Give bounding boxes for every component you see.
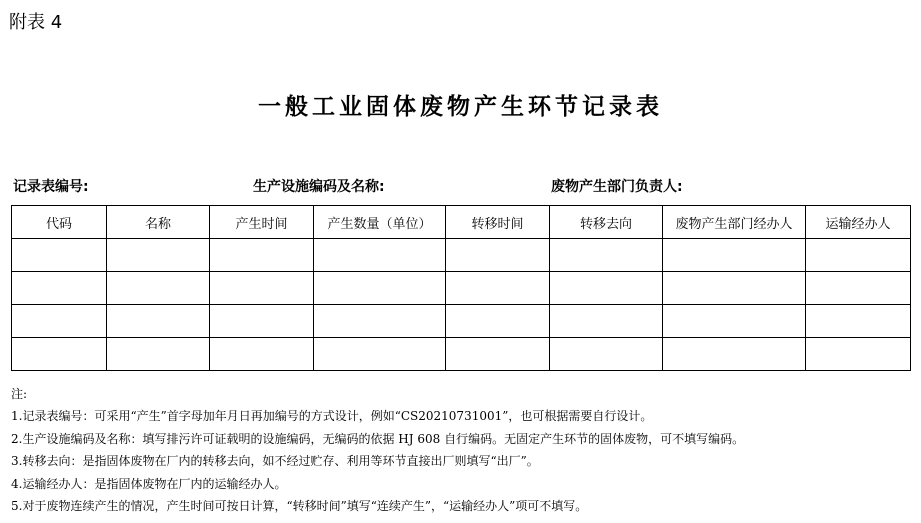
dept-head-label: 废物产生部门负责人: xyxy=(551,179,683,195)
appendix-label: 附表 4 xyxy=(9,12,63,33)
table-cell[interactable] xyxy=(806,272,911,305)
table-cell[interactable] xyxy=(663,338,806,371)
table-cell[interactable] xyxy=(550,272,663,305)
table-body xyxy=(12,239,911,371)
header-produce-time: 产生时间 xyxy=(210,206,314,239)
table-cell[interactable] xyxy=(12,239,107,272)
table-cell[interactable] xyxy=(107,338,210,371)
notes xyxy=(11,383,744,517)
note-item: 3.转移去向：是指固体废物在厂内的转移去向，如不经过贮存、利用等环节直接出厂则填写“出厂”。 xyxy=(11,454,539,469)
facility-label: 生产设施编码及名称: xyxy=(253,179,385,195)
table-cell[interactable] xyxy=(107,239,210,272)
table-cell[interactable] xyxy=(806,338,911,371)
header-transfer-destination: 转移去向 xyxy=(550,206,663,239)
table-cell[interactable] xyxy=(550,239,663,272)
record-number-label: 记录表编号: xyxy=(13,179,89,195)
header-transport-handler: 运输经办人 xyxy=(806,206,911,239)
table-cell[interactable] xyxy=(663,239,806,272)
table-cell[interactable] xyxy=(806,239,911,272)
header-row xyxy=(12,206,911,239)
note-item: 4.运输经办人：是指固体废物在厂内的运输经办人。 xyxy=(11,476,287,491)
page-title: 一般工业固体废物产生环节记录表 xyxy=(258,94,663,120)
header-quantity: 产生数量（单位） xyxy=(314,206,446,239)
table-cell[interactable] xyxy=(107,272,210,305)
table-cell[interactable] xyxy=(107,305,210,338)
table-cell[interactable] xyxy=(314,239,446,272)
table-cell[interactable] xyxy=(446,272,550,305)
table-cell[interactable] xyxy=(550,305,663,338)
header-dept-handler: 废物产生部门经办人 xyxy=(663,206,806,239)
notes-label: 注: xyxy=(11,387,28,401)
table-cell[interactable] xyxy=(806,305,911,338)
table-cell[interactable] xyxy=(12,272,107,305)
table-row xyxy=(12,239,911,272)
table-cell[interactable] xyxy=(446,305,550,338)
table-cell[interactable] xyxy=(314,272,446,305)
table-cell[interactable] xyxy=(663,272,806,305)
table-cell[interactable] xyxy=(446,338,550,371)
header-code: 代码 xyxy=(12,206,107,239)
header-transfer-time: 转移时间 xyxy=(446,206,550,239)
table-cell[interactable] xyxy=(210,272,314,305)
table-cell[interactable] xyxy=(12,305,107,338)
record-table xyxy=(11,205,911,371)
table-row xyxy=(12,338,911,371)
table-cell[interactable] xyxy=(12,338,107,371)
note-item: 5.对于废物连续产生的情况，产生时间可按日计算，“转移时间”填写“连续产生”，“运输经办人”项可不填写。 xyxy=(11,499,588,514)
table-cell[interactable] xyxy=(446,239,550,272)
table-row xyxy=(12,305,911,338)
header-name: 名称 xyxy=(107,206,210,239)
table-cell[interactable] xyxy=(550,338,663,371)
table-cell[interactable] xyxy=(210,338,314,371)
table-cell[interactable] xyxy=(210,239,314,272)
note-item: 2.生产设施编码及名称：填写排污许可证载明的设施编码，无编码的依据 HJ 608 自行编码。无固定产生环节的固体废物，可不填写编码。 xyxy=(11,431,745,446)
table-cell[interactable] xyxy=(210,305,314,338)
table-cell[interactable] xyxy=(314,338,446,371)
note-item: 1.记录表编号：可采用“产生”首字母加年月日再加编号的方式设计，例如“CS20210731001”，也可根据需要自行设计。 xyxy=(11,409,653,424)
table-cell[interactable] xyxy=(314,305,446,338)
table-cell[interactable] xyxy=(663,305,806,338)
table-row xyxy=(12,272,911,305)
